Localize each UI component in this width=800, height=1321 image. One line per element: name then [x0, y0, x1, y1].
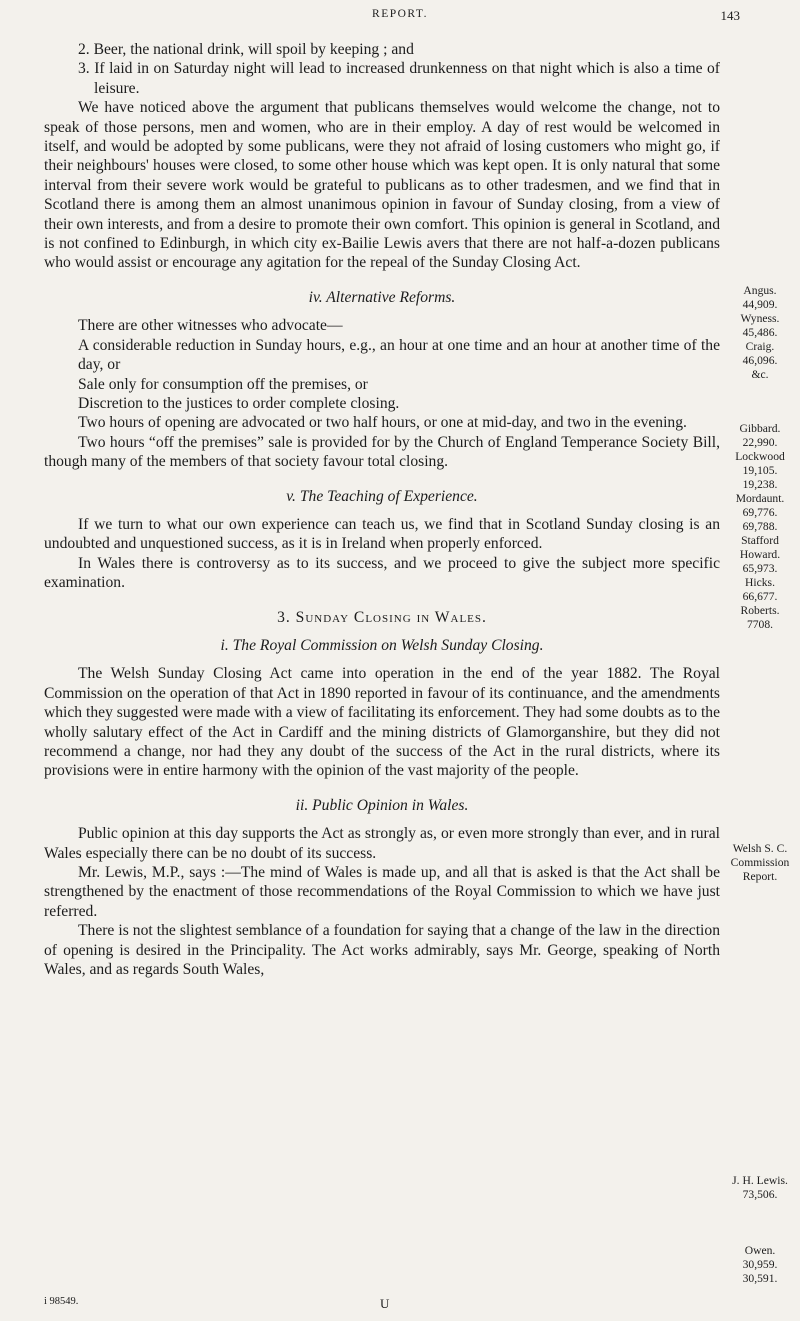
margin-note-gibbard: Gibbard. 22,990. Lockwood 19,105. 19,238. Mordaunt. 69,776. 69,788. Stafford Howard. 65,973. Hicks. 66,677. Roberts. 7708. — [735, 422, 785, 631]
text-body — [44, 40, 720, 979]
alternative-4: Two hours of opening are advocated or two half hours, or one at mid-day, and two in the evening. — [78, 414, 687, 432]
signature-mark: U — [380, 1296, 390, 1311]
page-number: 143 — [720, 8, 740, 23]
alternative-2: Sale only for consumption off the premises, or — [78, 375, 368, 393]
section-heading-iv: iv. Alternative Reforms. — [308, 288, 456, 306]
paragraph-publicans: We have noticed above the argument that publicans themselves would welcome the change, not to speak of those persons, men and women, who are in their employ. A day of rest would be welcomed in itself, and would be adopted by some publicans, were they not afraid of losing customers who might go, if their neighbours' houses were closed, to some other house which was kept open. It is only natural that some interval from their severe work would be grateful to publicans as to other tradesmen, and we find that in Scotland there is among them an almost unanimous opinion in favour of Sunday closing, from a view of their own interests, and from a desire to promote their own comfort. This opinion is general in Scotland, and is not confined to Edinburgh, in which city ex-Bailie Lewis avers that there are not half-a-dozen publicans who would assist or encourage any agitation for the repeal of the Sunday Closing Act. — [44, 99, 720, 272]
page-footer — [44, 1296, 604, 1314]
margin-note-lewis: J. H. Lewis. 73,506. — [732, 1174, 788, 1201]
list-item-2: 2. Beer, the national drink, will spoil by keeping ; and — [78, 41, 414, 58]
margin-note-owen: Owen. 30,959. 30,591. — [742, 1244, 778, 1285]
paragraph-george: There is not the slightest semblance of a foundation for saying that a change of the law in the direction of opening is desired in the Principality. The Act works admirably, says Mr. George, speaking of North Wales, and as regards South Wales, — [44, 922, 720, 979]
alternative-5: Two hours “off the premises” sale is provided for by the Church of England Temperance Society Bill, though many of the members of that society favour total closing. — [44, 433, 720, 471]
list-item-3: 3. If laid in on Saturday night will lead to increased drunkenness on that night which is also a time of leisure. — [78, 60, 720, 97]
paragraph-wales-intro: In Wales there is controversy as to its success, and we proceed to give the subject more specific examination. — [44, 554, 720, 592]
alternative-1: A considerable reduction in Sunday hours, e.g., an hour at one time and an hour at another time of the day, or — [78, 336, 720, 374]
page-title: REPORT. — [372, 8, 428, 20]
margin-note-welsh-commission: Welsh S. C. Commission Report. — [730, 842, 790, 883]
paragraph-public-opinion: Public opinion at this day supports the Act as strongly as, or even more strongly than ever, and in rural Wales especially there can be no doubt of its success. — [44, 825, 720, 862]
paragraph-lewis: Mr. Lewis, M.P., says :—The mind of Wales is made up, and all that is asked is that the Act shall be strengthened by the enactment of those recommendations of the Royal Commission to which we have just referred. — [44, 864, 720, 920]
alternatives-intro: There are other witnesses who advocate— — [78, 317, 343, 335]
section-heading-v: v. The Teaching of Experience. — [286, 487, 478, 505]
running-header — [0, 8, 800, 28]
margin-note-angus: Angus. 44,909. Wyness. 45,486. Craig. 46,096. &c. — [740, 284, 780, 381]
print-code: i 98549. — [44, 1296, 79, 1307]
section-heading-3: 3. Sunday Closing in Wales. — [277, 608, 487, 626]
section-heading-i: i. The Royal Commission on Welsh Sunday Closing. — [220, 636, 544, 654]
alternative-3: Discretion to the justices to order complete closing. — [78, 394, 400, 412]
paragraph-scotland: If we turn to what our own experience can teach us, we find that in Scotland Sunday closing is an undoubted and unquestioned success, as it is in Ireland when properly enforced. — [44, 515, 720, 553]
paragraph-welsh-act: The Welsh Sunday Closing Act came into operation in the end of the year 1882. The Royal Commission on the operation of that Act in 1890 reported in favour of its continuance, and the amendments which they suggested were made with a view of facilitating its enforcement. They had some doubts as to the wholly salutary effect of the Act in Cardiff and the mining districts of Glamorganshire, but they did not recommend a change, nor had they any doubt of the success of the Act in the rural districts, where its provisions were in entire harmony with the opinion of the vast majority of the people. — [44, 665, 720, 780]
section-heading-ii: ii. Public Opinion in Wales. — [295, 796, 469, 814]
